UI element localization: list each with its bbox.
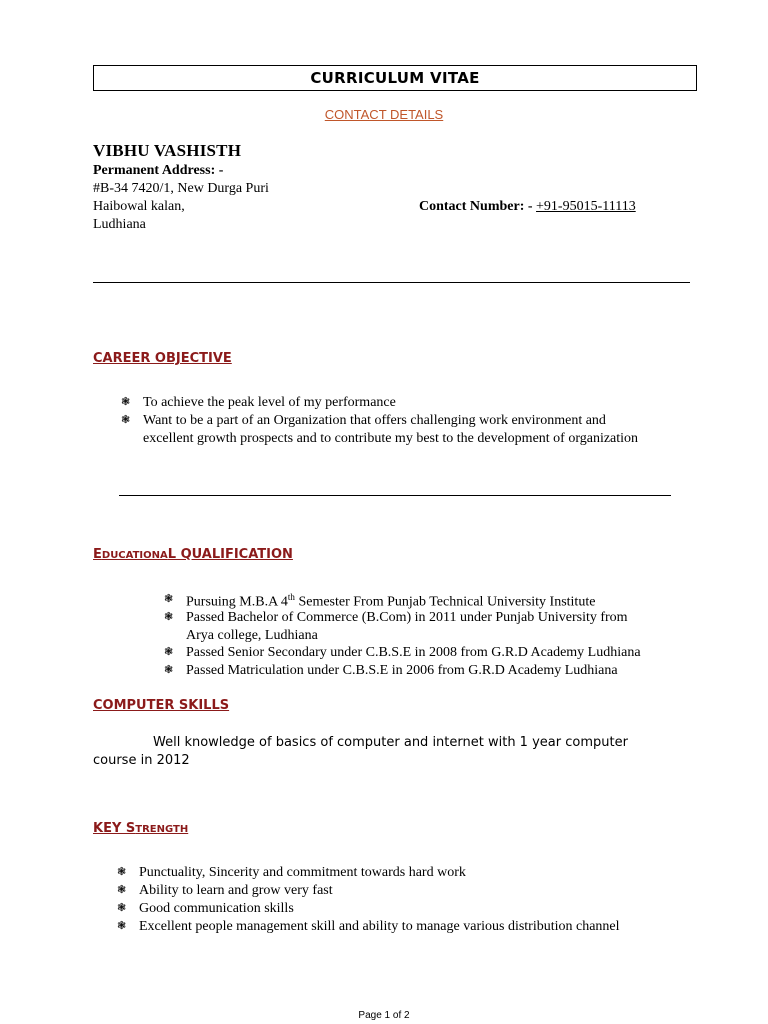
computer-skills-line-1: Well knowledge of basics of computer and internet with 1 year computer [153,735,628,750]
address-label: Permanent Address: - [93,163,224,178]
education-item-2-line-2: Arya college, Ludhiana [186,628,318,643]
bullet-icon: ❃ [164,664,174,676]
education-item-4: Passed Matriculation under C.B.S.E in 2006 from G.R.D Academy Ludhiana [186,663,618,678]
education-item-1-sup: th [287,592,295,602]
bullet-icon: ❃ [117,866,127,878]
career-objective-heading: CAREER OBJECTIVE [93,351,232,366]
bullet-icon: ❃ [164,646,174,658]
strength-item-3: Good communication skills [139,901,294,916]
strength-item-2: Ability to learn and grow very fast [139,883,333,898]
education-item-1-part-b: Semester From Punjab Technical University Institute [294,594,596,610]
contact-number [419,199,636,215]
bullet-icon: ❃ [121,396,131,408]
bullet-icon: ❃ [117,920,127,932]
computer-skills-line-2: course in 2012 [93,753,190,768]
bullet-icon: ❃ [121,414,131,426]
education-heading-rest: L QUALIFICATION [167,547,293,562]
bullet-icon: ❃ [117,902,127,914]
candidate-name: VIBHU VASHISTH [93,141,242,160]
computer-skills-heading: COMPUTER SKILLS [93,698,230,713]
key-strength-heading [93,821,188,836]
objective-item-1: To achieve the peak level of my performance [143,395,396,410]
education-heading [93,547,293,562]
contact-number-value[interactable]: +91-95015-11113 [536,199,636,214]
key-strength-heading-a: KEY S [93,821,136,836]
strength-item-1: Punctuality, Sincerity and commitment towards hard work [139,865,466,880]
strength-item-4: Excellent people management skill and ability to manage various distribution channel [139,919,620,934]
education-heading-initial: E [93,547,102,562]
key-strength-heading-b: TRENGTH [135,824,189,835]
address-line-1: #B-34 7420/1, New Durga Puri [93,181,269,196]
education-item-1 [186,592,595,611]
address-line-3: Ludhiana [93,217,146,232]
address-line-2: Haibowal kalan, [93,199,185,214]
document-title: CURRICULUM VITAE [93,65,697,91]
bullet-icon: ❃ [164,593,174,605]
education-item-3: Passed Senior Secondary under C.B.S.E in 2008 from G.R.D Academy Ludhiana [186,645,641,660]
divider-2 [119,495,671,496]
bullet-icon: ❃ [164,611,174,623]
education-item-2-line-1: Passed Bachelor of Commerce (B.Com) in 2011 under Punjab University from [186,610,628,625]
contact-details-heading: CONTACT DETAILS [324,107,444,122]
education-item-1-part-a: Pursuing M.B.A 4 [186,594,288,610]
bullet-icon: ❃ [117,884,127,896]
objective-item-2-line-2: excellent growth prospects and to contribute my best to the development of organization [143,431,639,446]
divider-1 [93,282,690,283]
contact-number-label: Contact Number: - [419,199,533,214]
objective-item-2-line-1: Want to be a part of an Organization that offers challenging work environment and [143,413,606,428]
page-number: Page 1 of 2 [358,1010,410,1021]
education-heading-small: DUCATIONA [101,550,168,561]
